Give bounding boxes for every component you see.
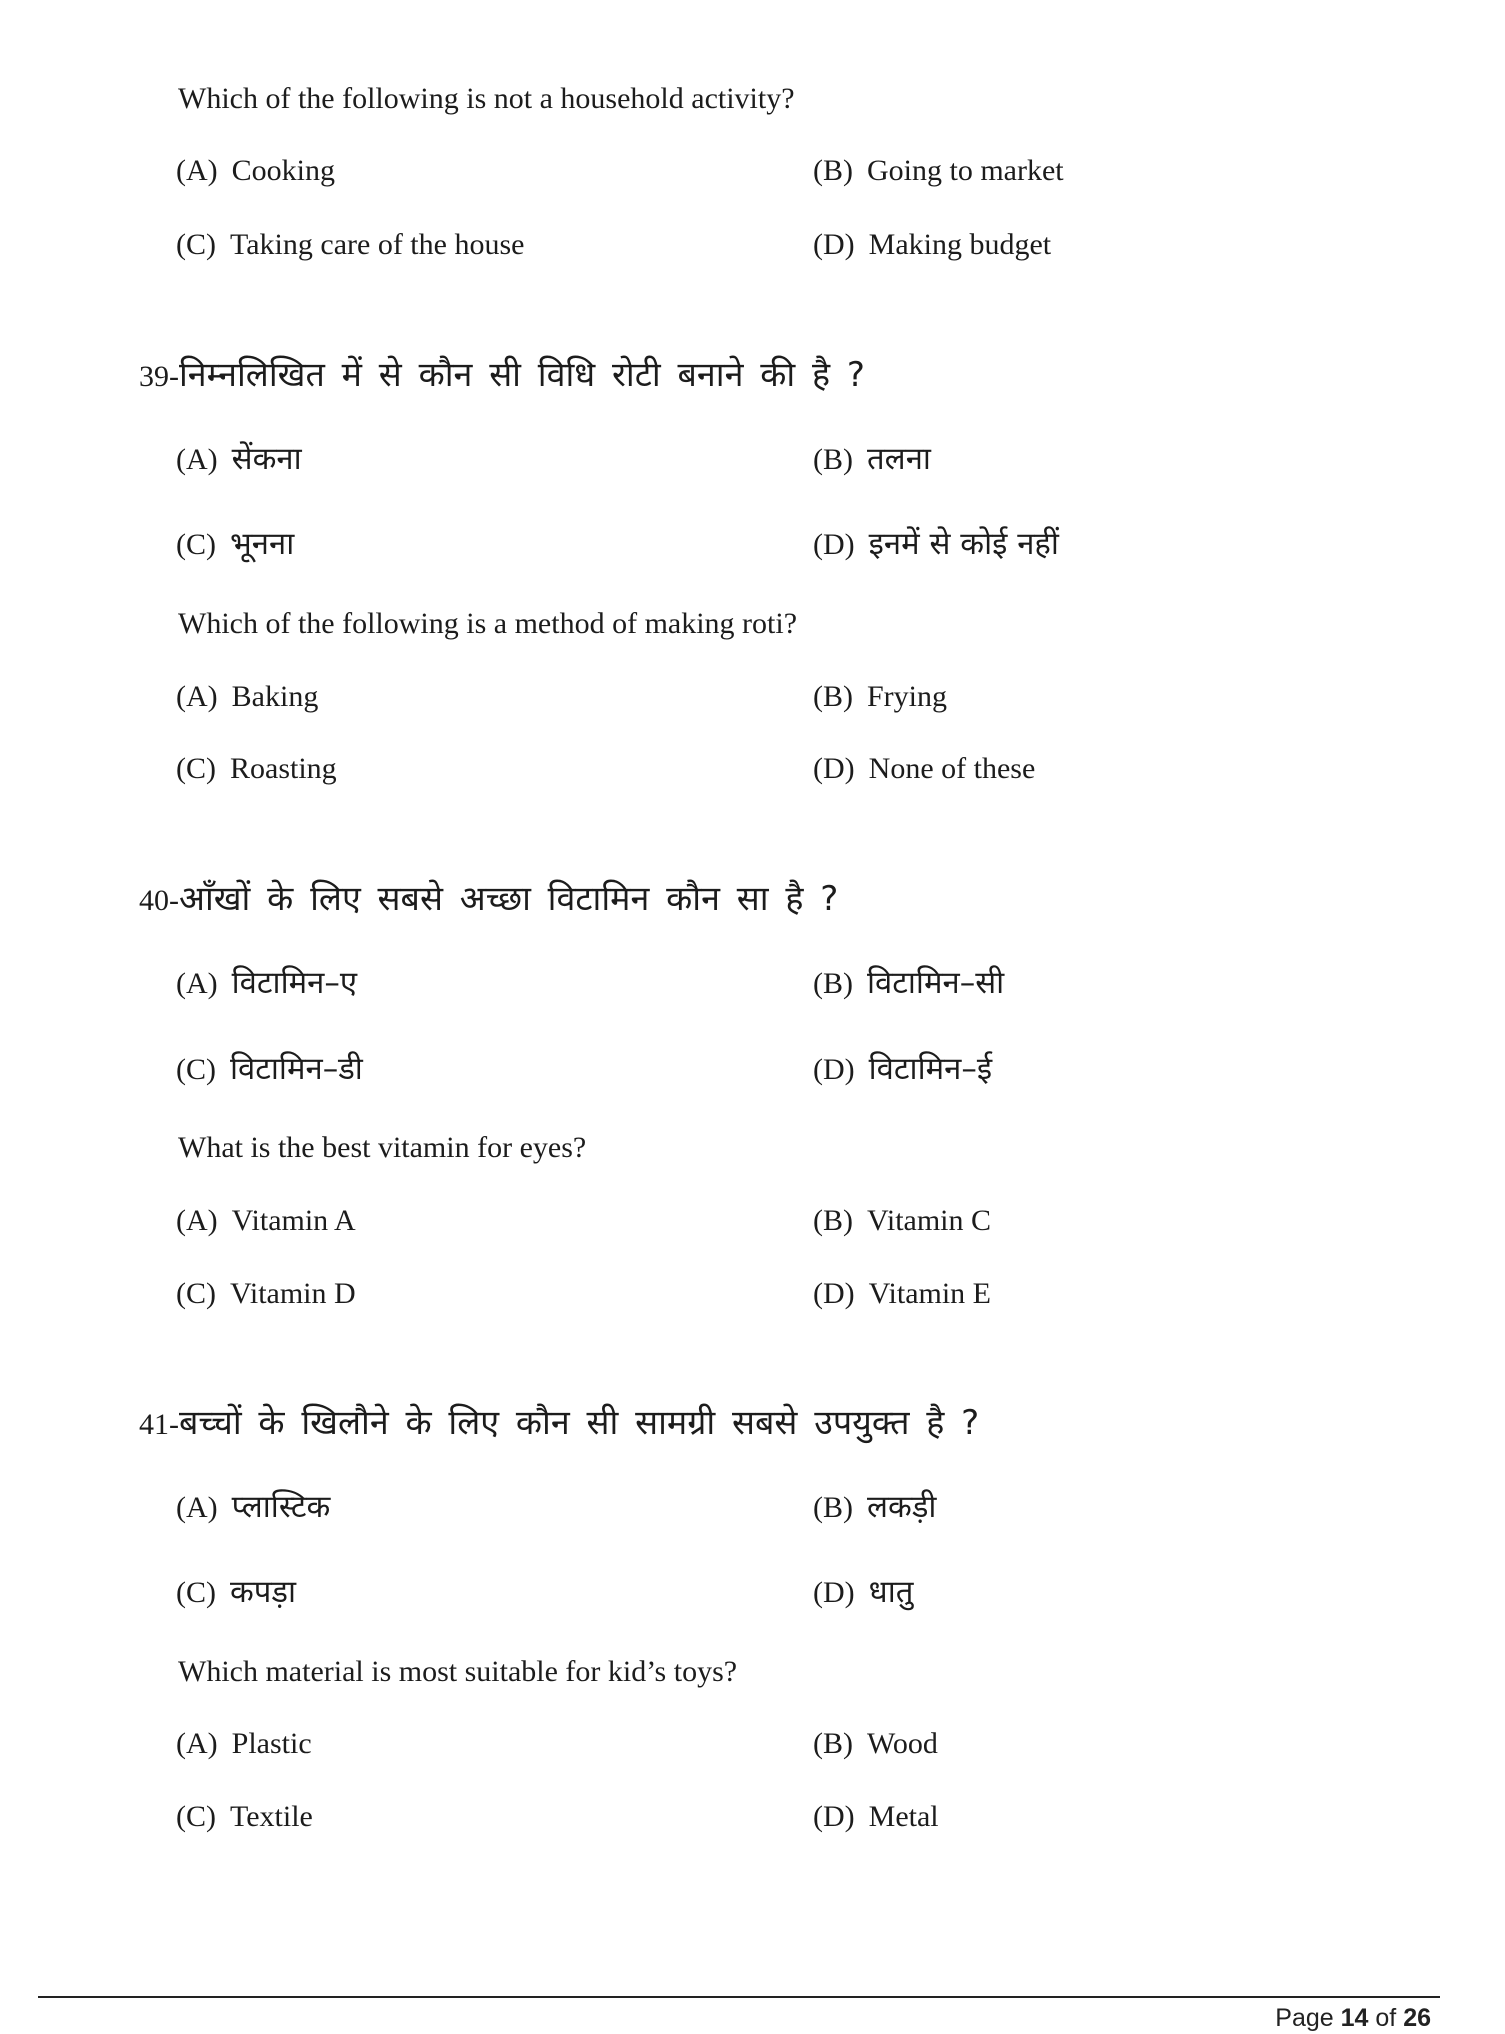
option-39-en-a [176,680,318,714]
option-text: तलना [867,441,931,477]
option-40-en-c [176,1277,356,1311]
option-39-en-d [813,752,1035,786]
option-label: (C) [176,228,216,261]
option-39-hi-c [176,522,294,564]
option-label: (B) [813,154,853,187]
option-40-en-a [176,1204,356,1238]
option-text: Textile [230,1800,313,1833]
option-label: (D) [813,752,855,785]
option-label: (C) [176,1800,216,1833]
option-41-en-c [176,1800,313,1834]
option-text: Metal [868,1800,939,1833]
option-40-hi-b [813,961,1004,1003]
option-label: (A) [176,967,218,1000]
option-text: धातु [868,1574,914,1610]
option-40-hi-c [176,1047,363,1089]
option-text: विटामिन–सी [867,965,1005,1001]
option-label: (A) [176,1204,218,1237]
option-41-en-b [813,1727,938,1761]
question-number: 39- [139,360,179,393]
option-label: (A) [176,154,218,187]
option-39-hi-b [813,437,931,479]
option-text: कपड़ा [230,1574,297,1610]
footer-divider [38,1996,1440,1998]
option-label: (C) [176,1576,216,1609]
question-40-english: What is the best vitamin for eyes? [178,1131,587,1164]
option-41-hi-d [813,1570,913,1612]
question-number: 41- [139,1408,179,1441]
option-text: Going to market [867,154,1064,187]
option-text: भूनना [230,526,295,562]
option-39-hi-a [176,437,302,479]
question-38-english: Which of the following is not a household activity? [178,82,795,115]
total-pages: 26 [1403,2004,1431,2032]
option-text: इनमें से कोई नहीं [868,526,1059,562]
question-text: बच्चों के खिलौने के लिए कौन सी सामग्री सबसे उपयुक्त है ? [179,1403,980,1443]
option-text: प्लास्टिक [231,1489,331,1525]
option-41-hi-c [176,1570,296,1612]
option-text: विटामिन–ई [868,1051,993,1087]
option-label: (D) [813,1800,855,1833]
option-label: (C) [176,1277,216,1310]
option-label: (B) [813,443,853,476]
option-text: Taking care of the house [230,228,525,261]
question-40-hindi [139,874,838,920]
option-41-hi-a [176,1485,330,1527]
option-label: (A) [176,1491,218,1524]
option-38-en-b [813,154,1064,188]
option-text: Baking [231,680,319,713]
option-label: (D) [813,1277,855,1310]
option-40-en-b [813,1204,991,1238]
option-38-en-d [813,228,1051,262]
option-label: (D) [813,228,855,261]
page-number [1275,2004,1431,2033]
option-text: Cooking [231,154,336,187]
question-41-english: Which material is most suitable for kid’s toys? [178,1655,738,1688]
option-label: (C) [176,752,216,785]
current-page: 14 [1340,2004,1369,2032]
option-label: (C) [176,1053,216,1086]
of-word: of [1375,2004,1397,2032]
option-41-hi-b [813,1485,936,1527]
option-text: विटामिन–डी [230,1051,363,1087]
option-label: (A) [176,680,218,713]
option-text: Frying [867,680,948,713]
question-text: निम्नलिखित में से कौन सी विधि रोटी बनाने की है ? [179,355,865,395]
option-40-hi-a [176,961,357,1003]
option-label: (B) [813,967,853,1000]
option-40-en-d [813,1277,991,1311]
question-text: आँखों के लिए सबसे अच्छा विटामिन कौन सा है ? [179,879,839,919]
option-text: Roasting [230,752,337,785]
option-text: Wood [867,1727,938,1760]
option-text: Vitamin D [230,1277,356,1310]
option-text: सेंकना [231,441,302,477]
option-label: (C) [176,528,216,561]
option-39-en-b [813,680,947,714]
option-label: (B) [813,680,853,713]
option-38-en-a [176,154,335,188]
option-label: (A) [176,443,218,476]
question-41-hindi [139,1398,979,1444]
option-label: (D) [813,1576,855,1609]
option-41-en-a [176,1727,312,1761]
option-41-en-d [813,1800,939,1834]
option-label: (D) [813,528,855,561]
question-number: 40- [139,884,179,917]
option-39-en-c [176,752,337,786]
option-39-hi-d [813,522,1059,564]
option-text: None of these [868,752,1036,785]
option-label: (D) [813,1053,855,1086]
option-label: (B) [813,1727,853,1760]
page-word: Page [1275,2004,1334,2032]
option-38-en-c [176,228,524,262]
option-text: Vitamin A [231,1204,356,1237]
option-text: विटामिन–ए [231,965,357,1001]
option-40-hi-d [813,1047,992,1089]
option-text: Making budget [868,228,1052,261]
option-text: Plastic [231,1727,312,1760]
option-label: (B) [813,1491,853,1524]
option-label: (B) [813,1204,853,1237]
question-39-english: Which of the following is a method of making roti? [178,607,798,640]
option-text: Vitamin E [868,1277,991,1310]
option-text: लकड़ी [867,1489,937,1525]
option-label: (A) [176,1727,218,1760]
question-39-hindi [139,350,865,396]
option-text: Vitamin C [867,1204,992,1237]
